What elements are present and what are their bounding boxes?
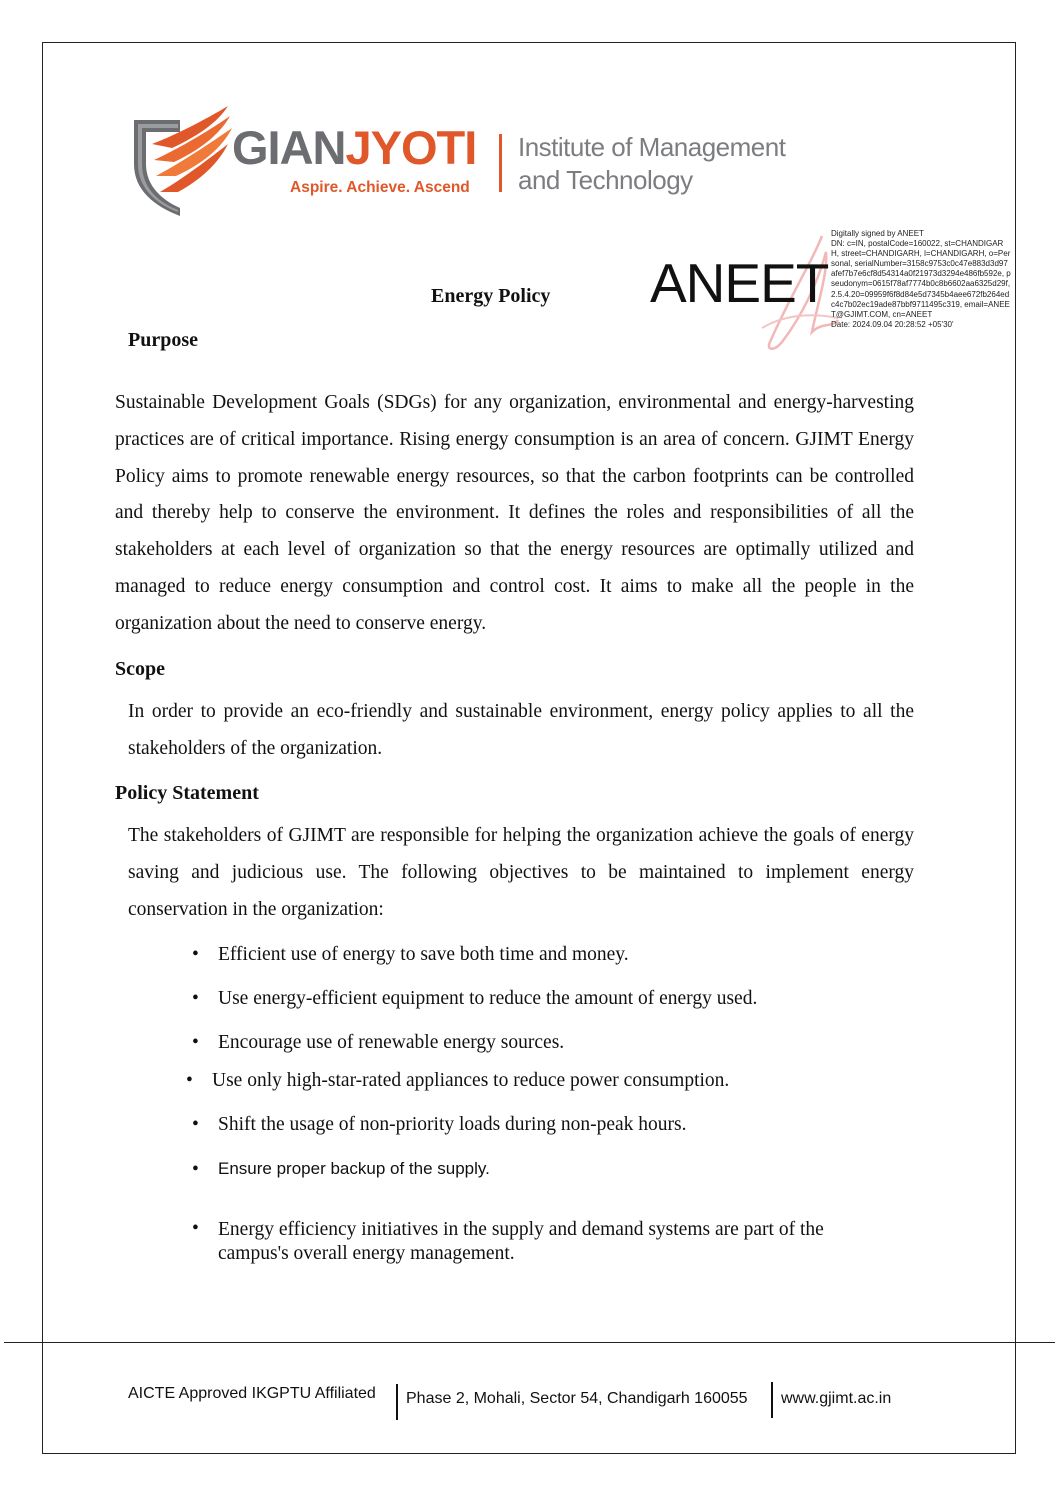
shield-emblem-icon	[128, 104, 238, 216]
footer-affiliation: AICTE Approved IKGPTU Affiliated	[128, 1385, 376, 1402]
policy-statement-paragraph: The stakeholders of GJIMT are responsible for helping the organization achieve the goals of energy saving and judicious use. The following objectives to be maintained to implement energy conservation in the organization:	[128, 825, 914, 920]
footer-rule	[4, 1342, 1055, 1343]
policy-statement-heading: Policy Statement	[115, 782, 259, 804]
list-item: • Use energy-efficient equipment to reduce the amount of energy used.	[192, 988, 758, 1009]
document-title: Energy Policy	[431, 285, 551, 307]
list-item: • Use only high-star-rated appliances to reduce power consumption.	[186, 1070, 730, 1091]
list-item: • Encourage use of renewable energy sources.	[192, 1032, 565, 1053]
logo-divider	[499, 134, 502, 192]
signer-name: ANEET	[650, 252, 829, 314]
list-item: • Efficient use of energy to save both time and money.	[192, 944, 629, 965]
scope-paragraph: In order to provide an eco-friendly and sustainable environment, energy policy applies to all the stakeholders of the organization.	[128, 701, 914, 759]
footer-address: Phase 2, Mohali, Sector 54, Chandigarh 160055	[406, 1390, 748, 1407]
scope-heading: Scope	[115, 658, 165, 680]
footer-separator	[771, 1382, 773, 1418]
signature-details: Digitally signed by ANEET DN: c=IN, postalCode=160022, st=CHANDIGARH, street=CHANDIGARH, l=CHANDIGARH, o=Personal, serialNumber=3158c9753c0c47e883d3d97afef7b7e6cf8d54314a0f21973d3294e486fb592e, pseudonym=0615f78af7774b0c8b6602aa6325d29f, 2.5.4.20=09959f6f8d84e5d7345b4aee672fb264edc4c7b02ec19ade87bbf9711495c319, email=ANEET@GJIMT.COM, cn=ANEET Date: 2024.09.04 20:28:52 +05'30'	[831, 229, 1011, 329]
list-item: • Ensure proper backup of the supply.	[192, 1159, 490, 1180]
purpose-paragraph: Sustainable Development Goals (SDGs) for any organization, environmental and energy-harvesting practices are of critical importance. Rising energy consumption is an area of concern. GJIMT Energy Policy aims to promote renewable energy resources, so that the carbon footprints can be controlled and thereby help to conserve the environment. It defines the roles and responsibilities of all the stakeholders at each level of organization so that the energy resources are optimally utilized and managed to reduce energy consumption and control cost. It aims to make all the people in the organization about the need to conserve energy.	[115, 392, 914, 634]
footer-website: www.gjimt.ac.in	[781, 1390, 892, 1407]
brand-wordmark: GIANJYOTI	[232, 121, 477, 174]
list-item: • Energy efficiency initiatives in the supply and demand systems are part of the campus's overall energy management.	[192, 1218, 824, 1264]
institute-logo	[128, 104, 808, 219]
purpose-heading: Purpose	[128, 329, 198, 351]
list-item: • Shift the usage of non-priority loads during non-peak hours.	[192, 1114, 687, 1135]
brand-tagline: Aspire. Achieve. Ascend	[290, 179, 470, 196]
footer-separator	[396, 1384, 398, 1420]
institute-name: Institute of Management and Technology	[518, 132, 786, 195]
